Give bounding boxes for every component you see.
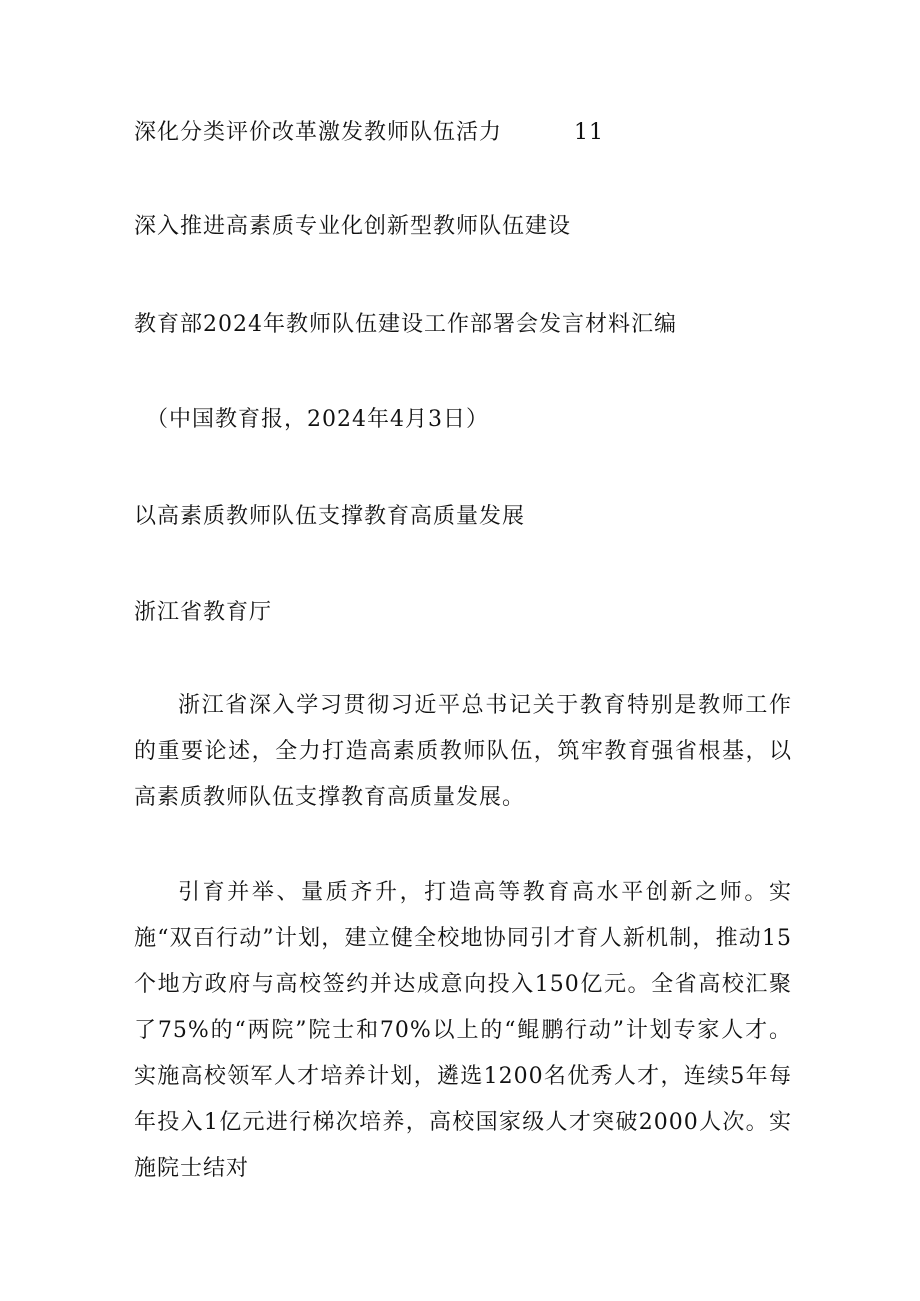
toc-item-title: 深化分类评价改革激发教师队伍活力 [134, 120, 503, 145]
toc-item-page-number: 11 [574, 120, 605, 145]
document-title: 教育部2024年教师队伍建设工作部署会发言材料汇编 [134, 312, 677, 337]
paragraph: 浙江省深入学习贯彻习近平总书记关于教育特别是教师工作的重要论述，全力打造高素质教师队伍，筑牢教育强省根基，以高素质教师队伍支撑教育高质量发展。 [134, 693, 792, 810]
author-line: 浙江省教育厅 [134, 600, 273, 625]
toc-item [134, 118, 604, 148]
toc-item-title: 深入推进高素质专业化创新型教师队伍建设 [134, 214, 572, 239]
article-title: 以高素质教师队伍支撑教育高质量发展 [134, 504, 526, 529]
source-line: （中国教育报，2024年4月3日） [146, 407, 489, 432]
paragraph: 引育并举、量质齐升，打造高等教育高水平创新之师。实施“双百行动”计划，建立健全校地协同引才育人新机制，推动15个地方政府与高校签约并达成意向投入150亿元。全省高校汇聚了75%的“两院”院士和70%以上的“鲲鹏行动”计划专家人才。实施高校领军人才培养计划，遴选1200名优秀人才，连续5年每年投入1亿元进行梯次培养，高校国家级人才突破2000人次。实施院士结对 [134, 880, 792, 1181]
